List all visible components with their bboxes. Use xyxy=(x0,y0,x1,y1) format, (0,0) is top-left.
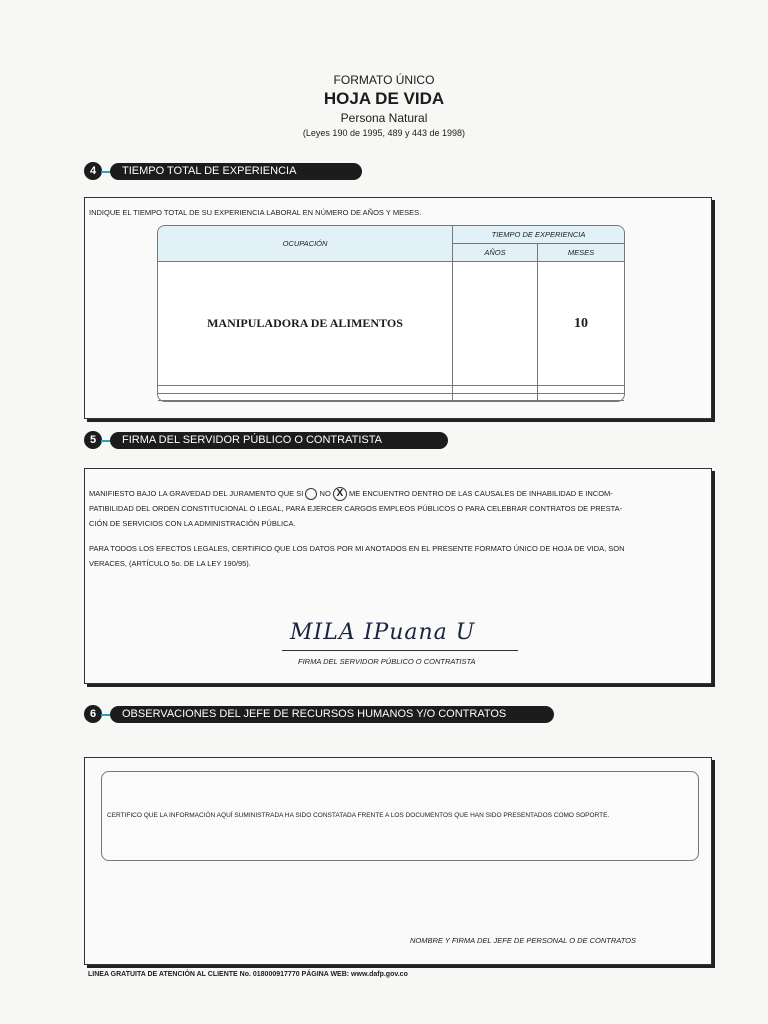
years-cell[interactable] xyxy=(453,262,538,386)
occupation-cell[interactable] xyxy=(158,386,453,393)
handwritten-signature: MILA IPuana U xyxy=(290,620,476,645)
experience-instruction: INDIQUE EL TIEMPO TOTAL DE SU EXPERIENCIA LABORAL EN NÚMERO DE AÑOS Y MESES. xyxy=(89,208,422,217)
certify-text-a: PARA TODOS LOS EFECTOS LEGALES, CERTIFICO QUE LOS DATOS POR MI ANOTADOS EN EL PRESENTE FORMATO ÚNICO DE HOJA DE VIDA, SON xyxy=(89,544,625,553)
months-header: MESES xyxy=(538,244,624,262)
certify-paragraph xyxy=(89,541,709,571)
months-cell[interactable] xyxy=(538,394,624,401)
signature-line xyxy=(282,650,518,651)
no-label: NO xyxy=(319,489,331,498)
oath-text-c: PATIBILIDAD DEL ORDEN CONSTITUCIONAL O LEGAL, PARA EJERCER CARGOS EMPLEOS PÚBLICOS O PARA CELEBRAR CONTRATOS DE PRESTA- xyxy=(89,504,623,514)
certify-text-b: VERACES, (ARTÍCULO 5o. DE LA LEY 190/95). xyxy=(89,559,251,568)
oath-paragraph xyxy=(89,486,709,531)
experience-table xyxy=(157,225,625,402)
months-cell[interactable]: 10 xyxy=(538,262,624,386)
occupation-header: OCUPACIÓN xyxy=(158,226,453,262)
form-subtitle: Persona Natural xyxy=(340,111,428,125)
section-number: 5 xyxy=(84,431,102,449)
years-cell[interactable] xyxy=(453,386,538,393)
oath-text-a: MANIFIESTO BAJO LA GRAVEDAD DEL JURAMENTO QUE SI xyxy=(89,489,304,498)
footer-contact: LINEA GRATUITA DE ATENCIÓN AL CLIENTE No. 018000917770 PÁGINA WEB: www.dafp.gov.co xyxy=(88,971,408,978)
table-row xyxy=(158,262,624,386)
oath-text-b: ME ENCUENTRO DENTRO DE LAS CAUSALES DE INHABILIDAD E INCOM- xyxy=(348,489,613,498)
form-title: HOJA DE VIDA xyxy=(323,89,445,108)
observations-certify-text: CERTIFICO QUE LA INFORMACIÓN AQUÍ SUMINISTRADA HA SIDO CONSTATADA FRENTE A LOS DOCUMENTOS QUE HAN SIDO PRESENTADOS COMO SOPORTE. xyxy=(107,812,610,819)
section-title: TIEMPO TOTAL DE EXPERIENCIA xyxy=(110,163,362,180)
months-cell[interactable] xyxy=(538,386,624,393)
oath-text-d: CIÓN DE SERVICIOS CON LA ADMINISTRACIÓN PÚBLICA. xyxy=(89,519,296,529)
years-cell[interactable] xyxy=(453,394,538,401)
hr-signature-label: NOMBRE Y FIRMA DEL JEFE DE PERSONAL O DE CONTRATOS xyxy=(410,936,637,945)
occupation-cell[interactable]: MANIPULADORA DE ALIMENTOS xyxy=(158,262,453,386)
section-number: 4 xyxy=(84,162,102,180)
section-title: OBSERVACIONES DEL JEFE DE RECURSOS HUMANOS Y/O CONTRATOS xyxy=(110,706,554,723)
table-row xyxy=(158,394,624,401)
table-row xyxy=(158,386,624,393)
section-title: FIRMA DEL SERVIDOR PÚBLICO O CONTRATISTA xyxy=(110,432,448,449)
yes-option[interactable] xyxy=(305,488,317,500)
years-header: AÑOS xyxy=(453,244,538,262)
signature-label: FIRMA DEL SERVIDOR PÚBLICO O CONTRATISTA xyxy=(298,657,476,666)
form-label: FORMATO ÚNICO xyxy=(333,73,435,87)
time-header: TIEMPO DE EXPERIENCIA xyxy=(453,226,624,244)
section-number: 6 xyxy=(84,705,102,723)
no-option-checked[interactable]: X xyxy=(333,487,347,501)
occupation-cell[interactable] xyxy=(158,394,453,401)
form-laws: (Leyes 190 de 1995, 489 y 443 de 1998) xyxy=(302,128,466,138)
